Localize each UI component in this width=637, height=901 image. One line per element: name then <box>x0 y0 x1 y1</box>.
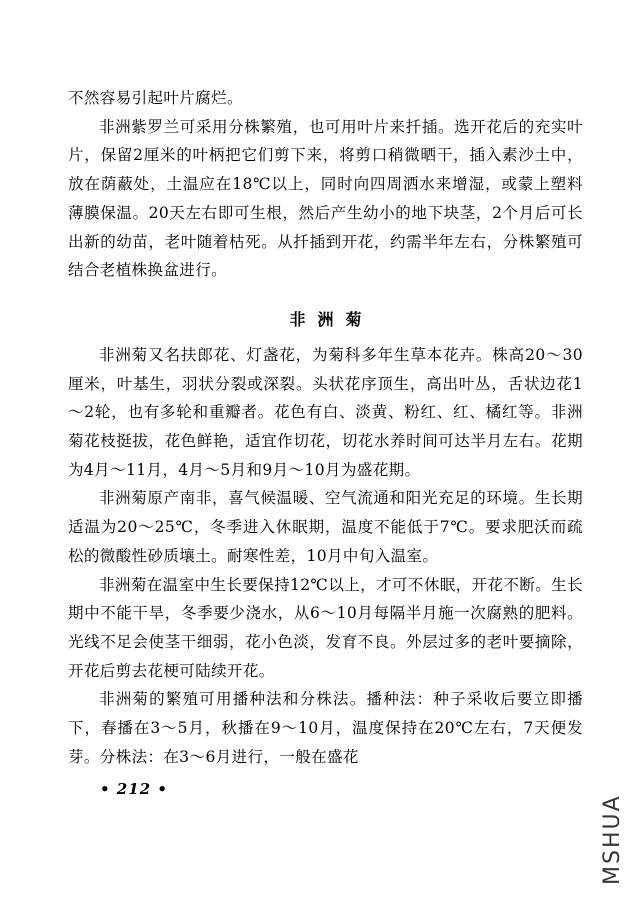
paragraph-gerbera-origin: 非洲菊原产南非，喜气候温暖、空气流通和阳光充足的环境。生长期适温为20～25℃，冬季进入休眠期，温度不能低于7℃。要求肥沃而疏松的微酸性砂质壤土。耐寒性差，10月中旬入温室。 <box>68 489 583 565</box>
watermark: MSHUA <box>600 794 625 885</box>
section-title: 非洲菊 <box>289 309 374 329</box>
paragraph-gerbera-description: 非洲菊又名扶郎花、灯盏花，为菊科多年生草本花卉。株高20～30厘米，叶基生，羽状分裂或深裂。头状花序顶生，高出叶丛，舌状边花1～2轮，也有多轮和重瓣者。花色有白、淡黄、粉红、红、橘红等。非洲菊花枝挺拔，花色鲜艳，适宜作切花，切花水养时间可达半月左右。花期为4月～11月，4月～5月和9月～10月为盛花期。 <box>68 345 583 479</box>
page-number: • 212 • <box>100 780 168 798</box>
page-body <box>68 84 583 771</box>
paragraph-gerbera-propagation: 非洲菊的繁殖可用播种法和分株法。播种法：种子采收后要立即播下，春播在3～5月，秋播在9～10月，温度保持在20℃左右，7天便发芽。分株法：在3～6月进行，一般在盛花 <box>68 690 583 766</box>
paragraph-continuation: 不然容易引起叶片腐烂。 <box>68 89 243 107</box>
paragraph-gerbera-care: 非洲菊在温室中生长要保持12℃以上，才可不休眠，开花不断。生长期中不能干旱，冬季要少浇水，从6～10月每隔半月施一次腐熟的肥料。光线不足会使茎干细弱，花小色淡，发育不良。外层过多的老叶要摘除，开花后剪去花梗可陆续开花。 <box>68 575 583 680</box>
paragraph-african-violet-propagation: 非洲紫罗兰可采用分株繁殖，也可用叶片来扦插。选开花后的充实叶片，保留2厘米的叶柄把它们剪下来，将剪口稍微晒干，插入素沙土中，放在荫蔽处，土温应在18℃以上，同时向四周洒水来增湿，或蒙上塑料薄膜保温。20天左右即可生根，然后产生幼小的地下块茎，2个月后可长出新的幼苗，老叶随着枯死。从扦插到开花，约需半年左右，分株繁殖可结合老植株换盆进行。 <box>68 117 583 280</box>
